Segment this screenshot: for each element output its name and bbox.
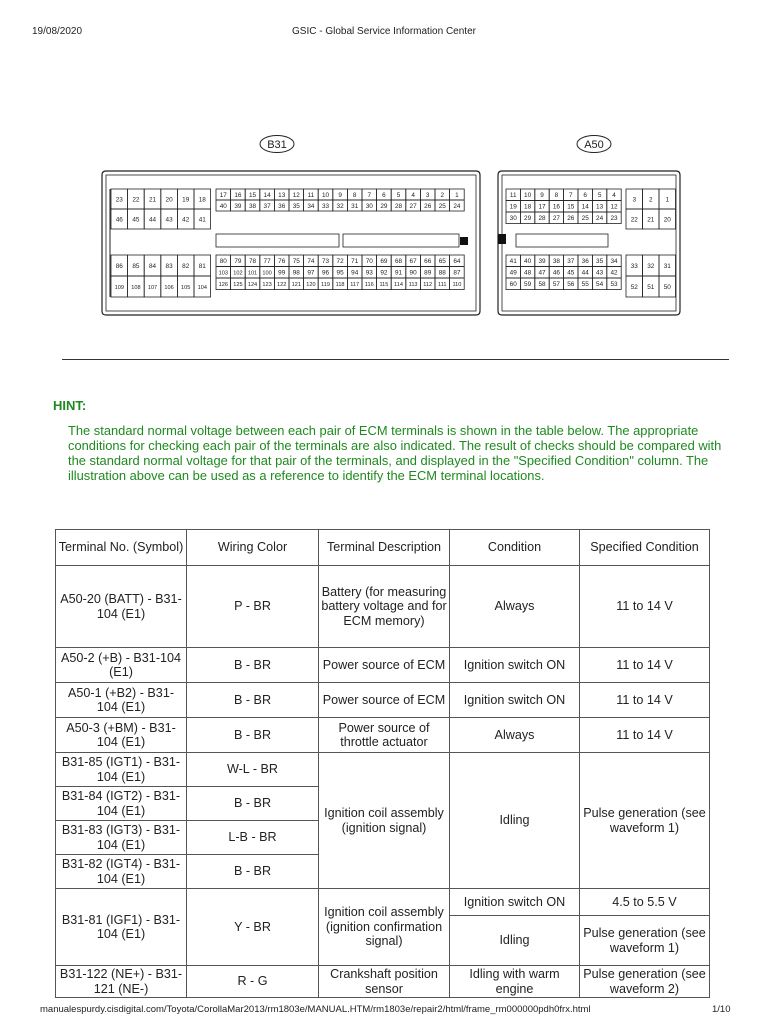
b31-pin-label: 12 — [292, 191, 300, 199]
a50-pin-label: 5 — [597, 192, 602, 200]
specified-cell: 4.5 to 5.5 V — [580, 889, 710, 916]
header-condition: Condition — [450, 530, 580, 566]
b31-lock-tab — [460, 237, 468, 245]
a50-pin-label: 45 — [567, 269, 575, 277]
a50-pin-label: 55 — [581, 281, 589, 289]
a50-pin-label: 51 — [647, 283, 655, 291]
b31-pin-label: 118 — [335, 282, 345, 289]
a50-pin-label: 35 — [596, 258, 604, 266]
a50-lock-tab — [498, 234, 506, 244]
wiring-cell: B - BR — [187, 683, 319, 718]
b31-pin-label: 46 — [115, 216, 123, 224]
b31-pin-label: 87 — [453, 269, 461, 277]
table-header-row — [56, 530, 710, 566]
terminal-cell: A50-20 (BATT) - B31-104 (E1) — [56, 566, 187, 648]
condition-cell: Idling with warm engine — [450, 966, 580, 998]
b31-pin-label: 5 — [396, 191, 401, 199]
b31-pin-label: 73 — [321, 258, 330, 266]
b31-pin-label: 86 — [115, 262, 123, 270]
b31-pin-label: 67 — [409, 258, 417, 266]
a50-pin-label: 24 — [596, 215, 604, 223]
b31-pin-label: 17 — [219, 191, 227, 199]
a50-pin-label: 58 — [538, 281, 546, 289]
b31-pin-label: 35 — [292, 202, 300, 210]
b31-pin-label: 31 — [351, 202, 359, 210]
b31-pin-label: 80 — [219, 258, 227, 266]
a50-pin-label: 16 — [552, 203, 560, 211]
a50-pin-label: 32 — [647, 262, 655, 270]
description-cell: Ignition coil assembly (ignition confirmation signal) — [319, 889, 450, 966]
condition-cell: Ignition switch ON — [450, 683, 580, 718]
a50-pin-label: 22 — [630, 216, 638, 224]
b31-pin-label: 1 — [455, 191, 459, 199]
condition-cell: Ignition switch ON — [450, 648, 580, 683]
b31-pin-label: 121 — [291, 282, 301, 289]
b31-pin-label: 98 — [292, 269, 300, 277]
terminal-cell: B31-85 (IGT1) - B31-104 (E1) — [56, 753, 187, 787]
b31-pin-label: 22 — [132, 196, 140, 204]
b31-pin-label: 28 — [394, 202, 403, 210]
b31-pin-label: 40 — [219, 202, 227, 210]
a50-pin-label: 34 — [610, 258, 618, 266]
b31-pin-label: 113 — [408, 282, 418, 289]
b31-pin-label: 13 — [278, 191, 286, 199]
a50-pin-label: 39 — [538, 258, 546, 266]
a50-pin-label: 52 — [630, 283, 638, 291]
a50-pin-label: 50 — [663, 283, 671, 291]
b31-pin-label: 90 — [409, 269, 417, 277]
b31-pin-label: 70 — [365, 258, 373, 266]
b31-pin-label: 125 — [233, 282, 243, 289]
a50-pin-label: 14 — [581, 203, 589, 211]
a50-pin-label: 21 — [647, 216, 655, 224]
b31-pin-label: 116 — [364, 282, 374, 289]
b31-pin-label: 97 — [307, 269, 315, 277]
a50-pin-label: 57 — [552, 281, 560, 289]
b31-pin-label: 23 — [115, 196, 123, 204]
wiring-cell: P - BR — [187, 566, 319, 648]
ecm-terminal-table — [55, 529, 710, 998]
print-title: GSIC - Global Service Information Center — [292, 26, 476, 37]
b31-pin-label: 119 — [321, 282, 330, 289]
b31-pin-label: 42 — [182, 216, 190, 224]
b31-key-slot — [343, 234, 459, 247]
footer-url: manualespurdy.cisdigital.com/Toyota/CorollaMar2013/rm1803e/MANUAL.HTM/rm1803e/repair2/html/frame_rm000000pdh0frx.html — [40, 1004, 591, 1015]
terminal-cell: B31-122 (NE+) - B31-121 (NE-) — [56, 966, 187, 998]
b31-pin-label: 20 — [165, 196, 173, 204]
a50-pin-label: 11 — [509, 192, 517, 200]
table-row — [56, 966, 710, 998]
b31-pin-label: 33 — [321, 202, 330, 210]
description-cell: Power source of ECM — [319, 683, 450, 718]
b31-pin-label: 99 — [278, 269, 286, 277]
b31-pin-label: 4 — [411, 191, 415, 199]
table-row — [56, 566, 710, 648]
description-cell: Battery (for measuring battery voltage and for ECM memory) — [319, 566, 450, 648]
b31-pin-label: 122 — [277, 282, 287, 289]
a50-pin-label: 37 — [567, 258, 575, 266]
b31-pin-label: 106 — [164, 284, 174, 291]
b31-pin-label: 15 — [248, 191, 257, 199]
connector-b31 — [102, 136, 480, 316]
b31-pin-label: 64 — [453, 258, 461, 266]
b31-pin-label: 107 — [147, 284, 158, 291]
description-cell: Power source of ECM — [319, 648, 450, 683]
b31-pin-label: 88 — [438, 269, 446, 277]
b31-pin-label: 24 — [453, 202, 461, 210]
table-row — [56, 889, 710, 916]
b31-pin-label: 41 — [198, 216, 206, 224]
print-date: 19/08/2020 — [32, 26, 83, 37]
b31-pin-label: 89 — [424, 269, 432, 277]
a50-pin-label: 10 — [524, 192, 532, 200]
header-wiring-color: Wiring Color — [187, 530, 319, 566]
hint-title: HINT: — [53, 398, 87, 413]
a50-pin-label: 13 — [596, 203, 604, 211]
a50-pin-label: 59 — [524, 281, 532, 289]
b31-pin-label: 43 — [165, 216, 173, 224]
specified-cell: 11 to 14 V — [580, 718, 710, 753]
terminal-cell: B31-82 (IGT4) - B31-104 (E1) — [56, 855, 187, 889]
b31-pin-label: 65 — [438, 258, 446, 266]
a50-pin-label: 29 — [524, 215, 532, 223]
b31-pin-label: 74 — [307, 258, 315, 266]
terminal-cell: A50-1 (+B2) - B31-104 (E1) — [56, 683, 187, 718]
b31-pin-label: 96 — [321, 269, 330, 277]
condition-cell: Idling — [450, 753, 580, 889]
a50-pin-label: 54 — [596, 281, 604, 289]
b31-key-slot — [216, 234, 339, 247]
b31-pin-label: 72 — [336, 258, 344, 266]
b31-pin-label: 101 — [247, 270, 258, 277]
b31-pin-label: 14 — [263, 191, 271, 199]
b31-pin-label: 25 — [438, 202, 446, 210]
condition-cell: Idling — [450, 916, 580, 966]
b31-pin-label: 114 — [394, 282, 403, 289]
b31-pin-label: 84 — [148, 262, 157, 270]
a50-pin-label: 7 — [569, 192, 573, 200]
a50-pin-label: 27 — [552, 215, 560, 223]
a50-pin-label: 28 — [538, 215, 546, 223]
specified-cell: 11 to 14 V — [580, 683, 710, 718]
b31-pin-label: 100 — [262, 270, 272, 277]
b31-pin-label: 76 — [278, 258, 286, 266]
wiring-cell: B - BR — [187, 718, 319, 753]
b31-pin-label: 103 — [218, 270, 228, 277]
b31-pin-label: 82 — [182, 262, 190, 270]
b31-pin-label: 37 — [263, 202, 271, 210]
b31-pin-label: 29 — [380, 202, 388, 210]
b31-pin-label: 18 — [198, 196, 206, 204]
b31-label: B31 — [267, 139, 287, 151]
b31-housing — [102, 171, 480, 315]
b31-pin-label: 26 — [424, 202, 432, 210]
a50-pin-label: 46 — [552, 269, 560, 277]
wiring-cell: R - G — [187, 966, 319, 998]
a50-pin-label: 48 — [524, 269, 532, 277]
b31-pin-label: 108 — [131, 284, 141, 291]
b31-pin-label: 71 — [351, 258, 359, 266]
b31-pin-label: 21 — [148, 196, 157, 204]
wiring-cell: L-B - BR — [187, 821, 319, 855]
header-specified-condition: Specified Condition — [580, 530, 710, 566]
a50-pin-label: 17 — [538, 203, 546, 211]
b31-pin-label: 112 — [423, 282, 433, 289]
a50-pin-label: 12 — [610, 203, 618, 211]
specified-cell: Pulse generation (see waveform 2) — [580, 966, 710, 998]
a50-pin-label: 38 — [552, 258, 560, 266]
description-cell: Crankshaft position sensor — [319, 966, 450, 998]
b31-pin-label: 39 — [234, 202, 242, 210]
a50-pin-label: 6 — [583, 192, 587, 200]
b31-pin-label: 10 — [321, 191, 330, 199]
a50-pin-label: 43 — [596, 269, 604, 277]
b31-pin-label: 32 — [336, 202, 344, 210]
a50-pin-label: 9 — [540, 192, 544, 200]
a50-pin-label: 2 — [648, 196, 653, 204]
a50-pin-label: 31 — [663, 262, 671, 270]
b31-pin-label: 95 — [336, 269, 344, 277]
b31-pin-label: 77 — [263, 258, 271, 266]
a50-pin-label: 20 — [663, 216, 671, 224]
a50-pin-label: 40 — [524, 258, 532, 266]
a50-pin-label: 23 — [610, 215, 618, 223]
b31-pin-label: 115 — [379, 282, 389, 289]
b31-pin-label: 78 — [248, 258, 257, 266]
a50-pin-label: 4 — [612, 192, 616, 200]
b31-pin-label: 38 — [248, 202, 257, 210]
b31-pin-label: 102 — [233, 270, 243, 277]
b31-pin-label: 9 — [338, 191, 342, 199]
a50-pin-label: 8 — [554, 192, 559, 200]
hint-text: The standard normal voltage between each pair of ECM terminals is shown in the table below. The appropriate conditions for checking each pair of the terminals are also indicated. The result of checks should be compared with the standard normal voltage for that pair of the terminals, and displayed in the "Specified Condition" column. The illustration above can be used as a reference to identify the ECM terminal locations. — [68, 423, 722, 483]
a50-pin-label: 41 — [509, 258, 517, 266]
specified-cell: Pulse generation (see waveform 1) — [580, 916, 710, 966]
b31-pin-label: 85 — [132, 262, 140, 270]
b31-pin-label: 126 — [218, 282, 228, 289]
a50-pin-label: 42 — [610, 269, 618, 277]
a50-pin-label: 25 — [581, 215, 589, 223]
header-terminal: Terminal No. (Symbol) — [56, 530, 187, 566]
terminal-cell: A50-2 (+B) - B31-104 (E1) — [56, 648, 187, 683]
wiring-cell: B - BR — [187, 648, 319, 683]
terminal-cell: B31-84 (IGT2) - B31-104 (E1) — [56, 787, 187, 821]
a50-pin-label: 26 — [567, 215, 575, 223]
b31-pin-label: 93 — [365, 269, 373, 277]
b31-pin-label: 69 — [380, 258, 388, 266]
table-row — [56, 718, 710, 753]
b31-pin-label: 36 — [278, 202, 286, 210]
a50-pin-label: 53 — [610, 281, 618, 289]
b31-pin-label: 91 — [394, 269, 403, 277]
table-row — [56, 683, 710, 718]
a50-pin-label: 19 — [509, 203, 517, 211]
b31-pin-label: 45 — [132, 216, 140, 224]
b31-pin-label: 19 — [182, 196, 190, 204]
wiring-cell: W-L - BR — [187, 753, 319, 787]
b31-pin-label: 110 — [452, 282, 462, 289]
b31-pin-label: 81 — [198, 262, 206, 270]
table-row — [56, 753, 710, 787]
footer-page-number: 1/10 — [712, 1004, 731, 1015]
b31-pin-label: 75 — [292, 258, 300, 266]
connector-a50 — [498, 136, 680, 316]
terminal-cell: B31-83 (IGT3) - B31-104 (E1) — [56, 821, 187, 855]
b31-pin-label: 44 — [148, 216, 157, 224]
a50-pin-label: 15 — [567, 203, 575, 211]
b31-pin-label: 27 — [409, 202, 417, 210]
b31-pin-label: 109 — [114, 284, 124, 291]
b31-pin-label: 111 — [438, 282, 447, 289]
wiring-cell: B - BR — [187, 855, 319, 889]
b31-pin-label: 3 — [425, 191, 430, 199]
b31-pin-label: 16 — [234, 191, 242, 199]
section-divider — [62, 359, 729, 360]
b31-pin-label: 124 — [247, 282, 258, 289]
b31-pin-label: 11 — [307, 191, 315, 199]
b31-pin-label: 123 — [262, 282, 272, 289]
b31-pin-label: 66 — [424, 258, 432, 266]
a50-pin-label: 56 — [567, 281, 575, 289]
a50-pin-label: 30 — [509, 215, 517, 223]
b31-pin-label: 7 — [367, 191, 372, 199]
b31-pin-label: 120 — [306, 282, 316, 289]
a50-pin-label: 44 — [581, 269, 589, 277]
a50-pin-label: 36 — [581, 258, 589, 266]
specified-cell: 11 to 14 V — [580, 648, 710, 683]
a50-pin-label: 3 — [632, 196, 637, 204]
terminal-cell: A50-3 (+BM) - B31-104 (E1) — [56, 718, 187, 753]
a50-pin-label: 1 — [665, 196, 670, 204]
b31-pin-label: 92 — [380, 269, 388, 277]
condition-cell: Always — [450, 566, 580, 648]
condition-cell: Ignition switch ON — [450, 889, 580, 916]
b31-pin-label: 104 — [197, 284, 207, 291]
table-row — [56, 648, 710, 683]
specified-cell: Pulse generation (see waveform 1) — [580, 753, 710, 889]
a50-pin-label: 33 — [630, 262, 638, 270]
b31-pin-label: 68 — [394, 258, 403, 266]
description-cell: Power source of throttle actuator — [319, 718, 450, 753]
a50-pin-label: 47 — [538, 269, 546, 277]
a50-pin-label: 49 — [509, 269, 517, 277]
b31-pin-label: 2 — [440, 191, 445, 199]
b31-pin-label: 105 — [181, 284, 191, 291]
a50-pin-label: 60 — [509, 281, 517, 289]
specified-cell: 11 to 14 V — [580, 566, 710, 648]
b31-pin-label: 79 — [234, 258, 242, 266]
wiring-cell: Y - BR — [187, 889, 319, 966]
condition-cell: Always — [450, 718, 580, 753]
ecm-connector-diagram — [96, 130, 686, 320]
a50-key-slot — [516, 234, 608, 247]
b31-pin-label: 117 — [350, 282, 360, 289]
b31-pin-label: 94 — [351, 269, 359, 277]
b31-pin-label: 83 — [165, 262, 173, 270]
b31-pin-label: 8 — [352, 191, 357, 199]
b31-pin-label: 30 — [365, 202, 373, 210]
terminal-cell: B31-81 (IGF1) - B31-104 (E1) — [56, 889, 187, 966]
header-terminal-description: Terminal Description — [319, 530, 450, 566]
wiring-cell: B - BR — [187, 787, 319, 821]
b31-pin-label: 6 — [382, 191, 386, 199]
description-cell: Ignition coil assembly (ignition signal) — [319, 753, 450, 889]
a50-pin-label: 18 — [524, 203, 532, 211]
a50-label: A50 — [584, 139, 604, 151]
b31-pin-label: 34 — [307, 202, 315, 210]
